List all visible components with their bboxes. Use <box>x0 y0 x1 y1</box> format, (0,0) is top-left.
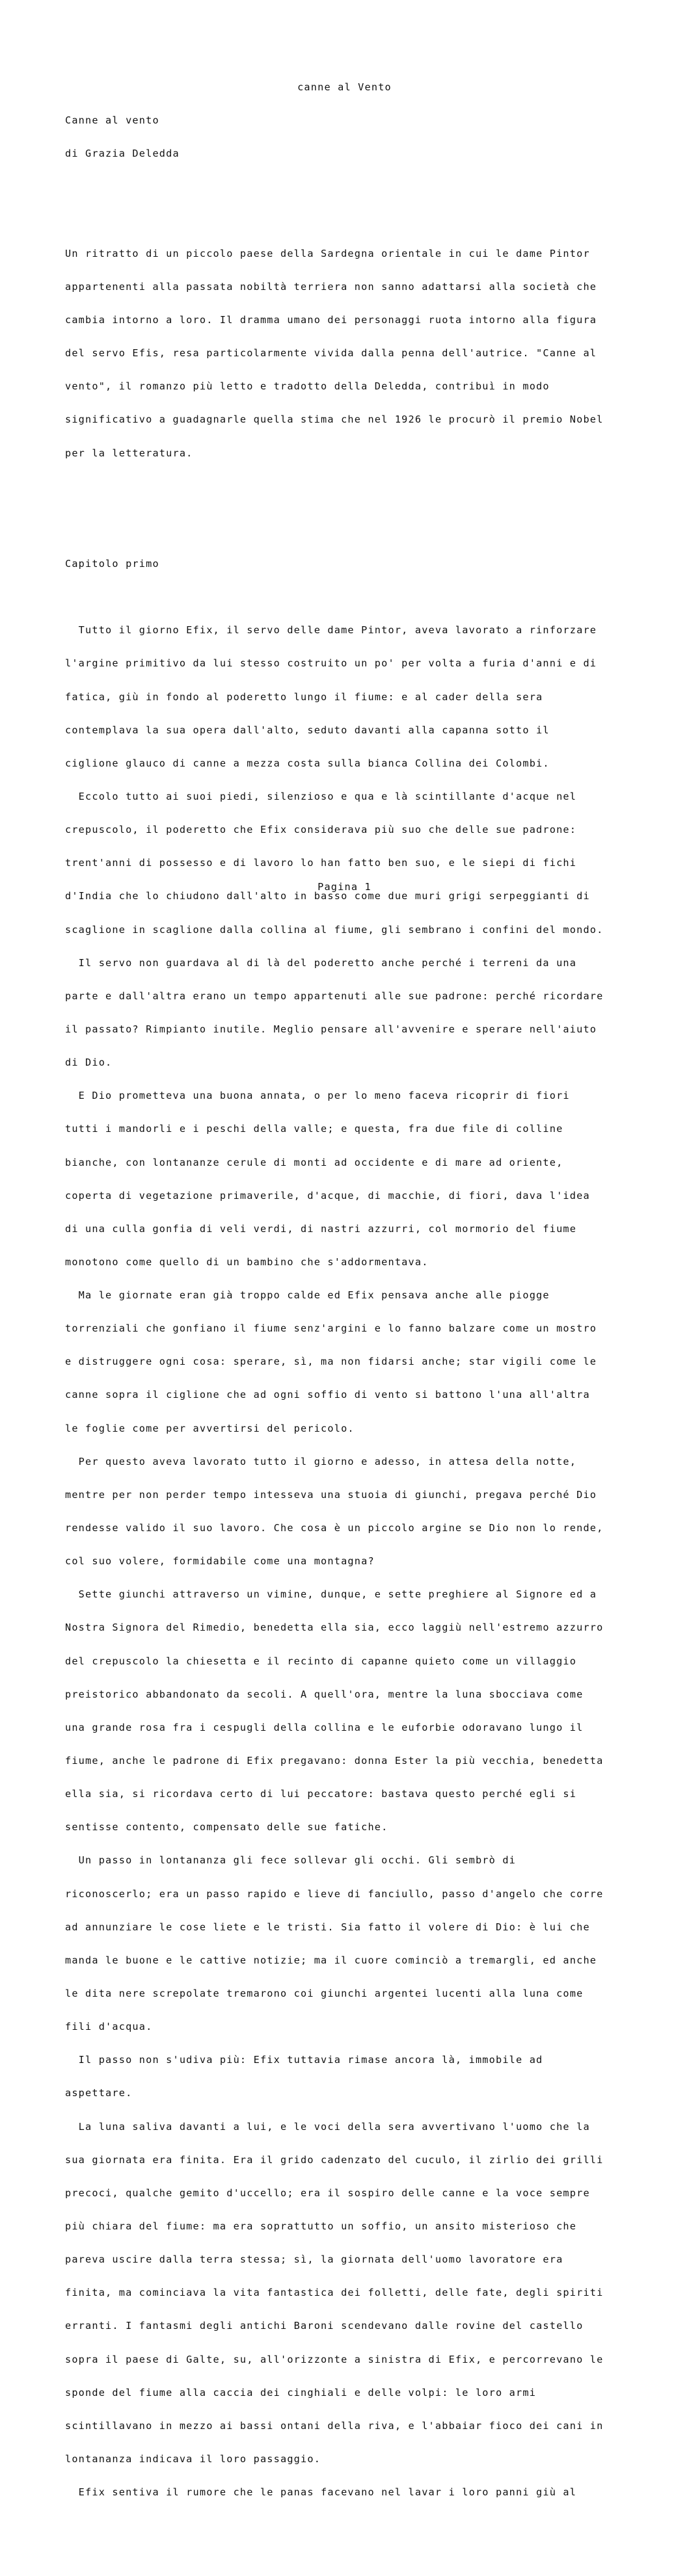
text-line: ciglione glauco di canne a mezza costa sulla bianca Collina dei Colombi. <box>65 757 550 769</box>
text-line: canne sopra il ciglione che ad ogni soffio di vento si battono l'una all'altra <box>65 1389 590 1401</box>
synopsis-line: del servo Efis, resa particolarmente vivida dalla penna dell'autrice. "Canne al <box>65 347 597 360</box>
text-line: tutti i mandorli e i peschi della valle; e questa, fra due file di colline <box>65 1123 563 1135</box>
blank-line <box>65 181 651 192</box>
text-line: di Dio. <box>65 1057 113 1069</box>
text-line: una grande rosa fra i cespugli della collina e le euforbie odoravano lungo il <box>65 1721 584 1733</box>
text-line: finita, ma cominciava la vita fantastica dei folletti, delle fate, degli spiriti <box>65 2287 604 2299</box>
text-line: del crepuscolo la chiesetta e il recinto di capanne quieto come un villaggio <box>65 1655 577 1667</box>
text-line: sopra il paese di Galte, su, all'orizzonte a sinistra di Efix, e percorrevano le <box>65 2353 604 2365</box>
text-line: fatica, giù in fondo al poderetto lungo il fiume: e al cader della sera <box>65 690 543 703</box>
running-header-title: canne al Vento <box>297 81 392 93</box>
text-line: Per questo aveva lavorato tutto il giorno e adesso, in attesa della notte, <box>65 1455 577 1467</box>
text-line: sentisse contento, compensato delle sue fatiche. <box>65 1821 388 1833</box>
text-line: coperta di vegetazione primaverile, d'acque, di macchie, di fiori, dava l'idea <box>65 1189 590 1202</box>
book-title-line: Canne al vento <box>65 114 159 127</box>
synopsis-line: significativo a guadagnarle quella stima che nel 1926 le procurò il premio Nobel <box>65 414 604 426</box>
text-line: sua giornata era finita. Era il grido cadenzato del cuculo, il zirlio dei grilli <box>65 2153 604 2166</box>
synopsis-line: Un ritratto di un piccolo paese della Sardegna orientale in cui le dame Pintor <box>65 247 590 259</box>
text-line: bianche, con lontananze cerule di monti ad occidente e di mare ad oriente, <box>65 1156 563 1168</box>
synopsis-line: appartenenti alla passata nobiltà terriera non sanno adattarsi alla società che <box>65 280 597 293</box>
text-line: le foglie come per avvertirsi del pericolo. <box>65 1422 355 1434</box>
text-line: E Dio prometteva una buona annata, o per lo meno faceva ricoprir di fiori <box>65 1090 570 1102</box>
text-line: Il servo non guardava al di là del poderetto anche perché i terreni da una <box>65 956 577 969</box>
text-line: pareva uscire dalla terra stessa; sì, la giornata dell'uomo lavoratore era <box>65 2254 563 2266</box>
text-line: Nostra Signora del Rimedio, benedetta ella sia, ecco laggiù nell'estremo azzurro <box>65 1622 604 1634</box>
synopsis-line: cambia intorno a loro. Il dramma umano dei personaggi ruota intorno alla figura <box>65 313 597 326</box>
text-line: torrenziali che gonfiano il fiume senz'argini e lo fanno balzare come un mostro <box>65 1322 597 1335</box>
text-line: trent'anni di possesso e di lavoro lo han fatto ben suo, e le siepi di fichi <box>65 857 577 869</box>
text-line: Efix sentiva il rumore che le panas facevano nel lavar i loro panni giù al <box>65 2486 577 2499</box>
text-line: aspettare. <box>65 2087 133 2099</box>
text-line: Eccolo tutto ai suoi piedi, silenzioso e qua e là scintillante d'acque nel <box>65 790 577 802</box>
text-line: e distruggere ogni cosa: sperare, sì, ma non fidarsi anche; star vigili come le <box>65 1356 597 1368</box>
text-line: ella sia, si ricordava certo di lui peccatore: bastava questo perché egli si <box>65 1788 577 1800</box>
text-line: scaglione in scaglione dalla collina al fiume, gli sembrano i confini del mondo. <box>65 923 604 936</box>
text-line: crepuscolo, il poderetto che Efix considerava più suo che delle sue padrone: <box>65 824 577 836</box>
chapter-heading: Capitolo primo <box>65 557 159 570</box>
text-line: fili d'acqua. <box>65 2021 153 2033</box>
text-line: La luna saliva davanti a lui, e le voci della sera avvertivano l'uomo che la <box>65 2120 590 2133</box>
chapter-text <box>65 603 651 2553</box>
author-line: di Grazia Deledda <box>65 148 180 160</box>
text-line: più chiara del fiume: ma era soprattutto un soffio, un ansito misterioso che <box>65 2220 577 2232</box>
text-line: Sette giunchi attraverso un vimine, dunque, e sette preghiere al Signore ed a <box>65 1588 597 1601</box>
synopsis-paragraph <box>65 226 651 481</box>
text-line: mentre per non perder tempo intesseva una stuoia di giunchi, pregava perché Dio <box>65 1488 597 1501</box>
text-line <box>65 2520 651 2531</box>
text-line: contemplava la sua opera dall'alto, seduto davanti alla capanna sotto il <box>65 724 550 736</box>
text-line: riconoscerlo; era un passo rapido e lieve di fanciullo, passo d'angelo che corre <box>65 1887 604 1900</box>
text-line: di una culla gonfia di veli verdi, di nastri azzurri, col mormorio del fiume <box>65 1222 577 1235</box>
text-line: parte e dall'altra erano un tempo appartenuti alle sue padrone: perché ricordare <box>65 990 604 1002</box>
text-line: col suo volere, formidabile come una montagna? <box>65 1555 375 1568</box>
text-line: rendesse valido il suo lavoro. Che cosa è un piccolo argine se Dio non lo rende, <box>65 1522 604 1534</box>
text-line: Un passo in lontananza gli fece sollevar gli occhi. Gli sembrò di <box>65 1854 517 1867</box>
text-line: le dita nere screpolate tremarono coi giunchi argentei lucenti alla luna come <box>65 1988 584 2000</box>
text-line: erranti. I fantasmi degli antichi Baroni scendevano dalle rovine del castello <box>65 2320 584 2332</box>
text-line: preistorico abbandonato da secoli. A quell'ora, mentre la luna sbocciava come <box>65 1688 584 1700</box>
page-number: Pagina 1 <box>317 881 372 893</box>
text-line: fiume, anche le padrone di Efix pregavano: donna Ester la più vecchia, benedetta <box>65 1755 604 1767</box>
text-line: Ma le giornate eran già troppo calde ed Efix pensava anche alle piogge <box>65 1289 550 1302</box>
synopsis-line: per la letteratura. <box>65 447 193 459</box>
blank-line <box>65 514 651 525</box>
text-line: sponde del fiume alla caccia dei cinghiali e delle volpi: le loro armi <box>65 2386 537 2399</box>
text-line: l'argine primitivo da lui stesso costruito un po' per volta a furia d'anni e di <box>65 657 597 670</box>
text-line: scintillavano in mezzo ai bassi ontani della riva, e l'abbaiar fioco dei cani in <box>65 2419 604 2432</box>
text-line: il passato? Rimpianto inutile. Meglio pensare all'avvenire e sperare nell'aiuto <box>65 1023 597 1035</box>
text-line: Tutto il giorno Efix, il servo delle dame Pintor, aveva lavorato a rinforzare <box>65 624 597 637</box>
body-text <box>65 93 651 2576</box>
text-line: manda le buone e le cattive notizie; ma il cuore cominciò a tremargli, ed anche <box>65 1954 597 1966</box>
text-line: d'India che lo chiudono dall'alto in basso come due muri grigi serpeggianti di <box>65 890 590 902</box>
text-line: ad annunziare le cose liete e le tristi. Sia fatto il volere di Dio: è lui che <box>65 1921 590 1933</box>
text-line: monotono come quello di un bambino che s'addormentava. <box>65 1255 429 1268</box>
text-line: lontananza indicava il loro passaggio. <box>65 2452 321 2465</box>
text-line: Il passo non s'udiva più: Efix tuttavia rimase ancora là, immobile ad <box>65 2054 543 2066</box>
synopsis-line: vento", il romanzo più letto e tradotto della Deledda, contribuì in modo <box>65 380 550 393</box>
text-line: precoci, qualche gemito d'uccello; era il sospiro delle canne e la voce sempre <box>65 2187 590 2199</box>
